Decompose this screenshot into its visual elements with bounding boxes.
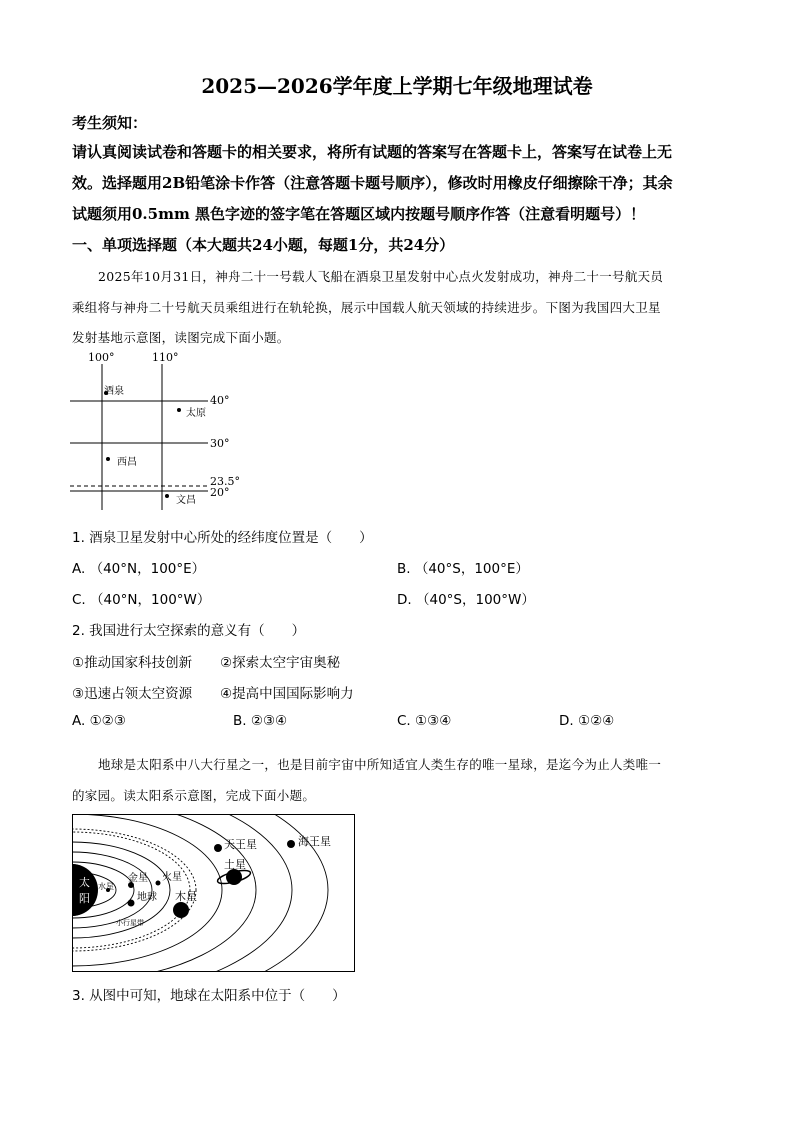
label-jupiter: 木星 bbox=[175, 890, 197, 903]
label-neptune: 海王星 bbox=[298, 835, 331, 848]
q3-stem: 3. 从图中可知，地球在太阳系中位于（ ） bbox=[72, 988, 346, 1004]
q2-option-c: C. ①③④ bbox=[397, 713, 452, 729]
label-saturn: 土星 bbox=[224, 858, 246, 871]
notice-line-1: 请认真阅读试卷和答题卡的相关要求，将所有试题的答案写在答题卡上，答案写在试卷上无 bbox=[72, 143, 673, 161]
label-asteroid-belt: 小行星带 bbox=[116, 919, 144, 927]
q2-stem: 2. 我国进行太空探索的意义有（ ） bbox=[72, 623, 306, 639]
site-label-taiyuan: 太原 bbox=[186, 408, 206, 419]
q1-option-b: B. （40°S，100°E） bbox=[397, 561, 529, 577]
q1-stem: 1. 酒泉卫星发射中心所处的经纬度位置是（ ） bbox=[72, 530, 373, 546]
label-mars: 火星 bbox=[162, 872, 182, 883]
page-title: 2025—2026学年度上学期七年级地理试卷 bbox=[201, 74, 593, 98]
lon-label-100: 100° bbox=[88, 351, 115, 364]
site-label-wenchang: 文昌 bbox=[176, 495, 196, 506]
lat-label-40: 40° bbox=[210, 394, 230, 407]
sun-label-1: 太 bbox=[79, 876, 90, 889]
notice-line-2: 效。选择题用2B铅笔涂卡作答（注意答题卡题号顺序），修改时用橡皮仔细擦除干净；其余 bbox=[72, 174, 673, 192]
passage1-line-2: 乘组将与神舟二十号航天员乘组进行在轨轮换，展示中国载人航天领域的持续进步。下图为我国四大卫星 bbox=[72, 300, 661, 315]
planet-jupiter bbox=[173, 902, 189, 918]
passage2-line-1: 地球是太阳系中八大行星之一，也是目前宇宙中所知适宜人类生存的唯一星球，是迄今为止人类唯一 bbox=[98, 757, 662, 772]
passage1-line-1: 2025年10月31日，神舟二十一号载人飞船在酒泉卫星发射中心点火发射成功，神舟二十一号航天员 bbox=[98, 269, 664, 284]
notice-line-3: 试题须用0.5mm 黑色字迹的签字笔在答题区域内按题号顺序作答（注意看明题号）！ bbox=[72, 205, 646, 223]
launch-site-map bbox=[68, 348, 248, 510]
q2-option-d: D. ①②④ bbox=[559, 713, 615, 729]
label-mercury: 水星 bbox=[98, 882, 114, 891]
site-label-jiuquan: 酒泉 bbox=[104, 386, 124, 397]
passage2-line-2: 的家园。读太阳系示意图，完成下面小题。 bbox=[72, 788, 316, 803]
planet-earth bbox=[128, 900, 135, 907]
lat-label-20: 20° bbox=[210, 486, 230, 499]
site-dot-taiyuan bbox=[177, 408, 181, 412]
site-label-xichang: 西昌 bbox=[117, 457, 137, 468]
planet-neptune bbox=[287, 840, 295, 848]
q2-item-3: ③迅速占领太空资源 bbox=[72, 686, 193, 702]
label-earth: 地球 bbox=[137, 892, 157, 903]
lon-label-110: 110° bbox=[152, 351, 179, 364]
label-uranus: 天王星 bbox=[224, 838, 257, 851]
q1-option-c: C. （40°N，100°W） bbox=[72, 592, 211, 608]
q1-option-a: A. （40°N，100°E） bbox=[72, 561, 206, 577]
sun-label-2: 阳 bbox=[79, 892, 90, 905]
q2-option-a: A. ①②③ bbox=[72, 713, 126, 729]
section-heading: 一、单项选择题（本大题共24小题，每题1分，共24分） bbox=[72, 236, 455, 254]
site-dot-wenchang bbox=[165, 494, 169, 498]
notice-heading: 考生须知： bbox=[72, 114, 148, 132]
lat-label-23-5: 23.5° bbox=[210, 475, 240, 488]
site-dot-xichang bbox=[106, 457, 110, 461]
label-venus: 金星 bbox=[128, 873, 148, 884]
solar-system-diagram bbox=[72, 814, 355, 972]
q2-item-2: ②探索太空宇宙奥秘 bbox=[220, 655, 341, 671]
q2-option-b: B. ②③④ bbox=[233, 713, 288, 729]
q2-item-4: ④提高中国国际影响力 bbox=[220, 686, 354, 702]
planet-mars bbox=[156, 881, 161, 886]
q1-option-d: D. （40°S，100°W） bbox=[397, 592, 535, 608]
lat-label-30: 30° bbox=[210, 437, 230, 450]
planet-uranus bbox=[214, 844, 222, 852]
q2-item-1: ①推动国家科技创新 bbox=[72, 655, 193, 671]
passage1-line-3: 发射基地示意图，读图完成下面小题。 bbox=[72, 330, 290, 345]
